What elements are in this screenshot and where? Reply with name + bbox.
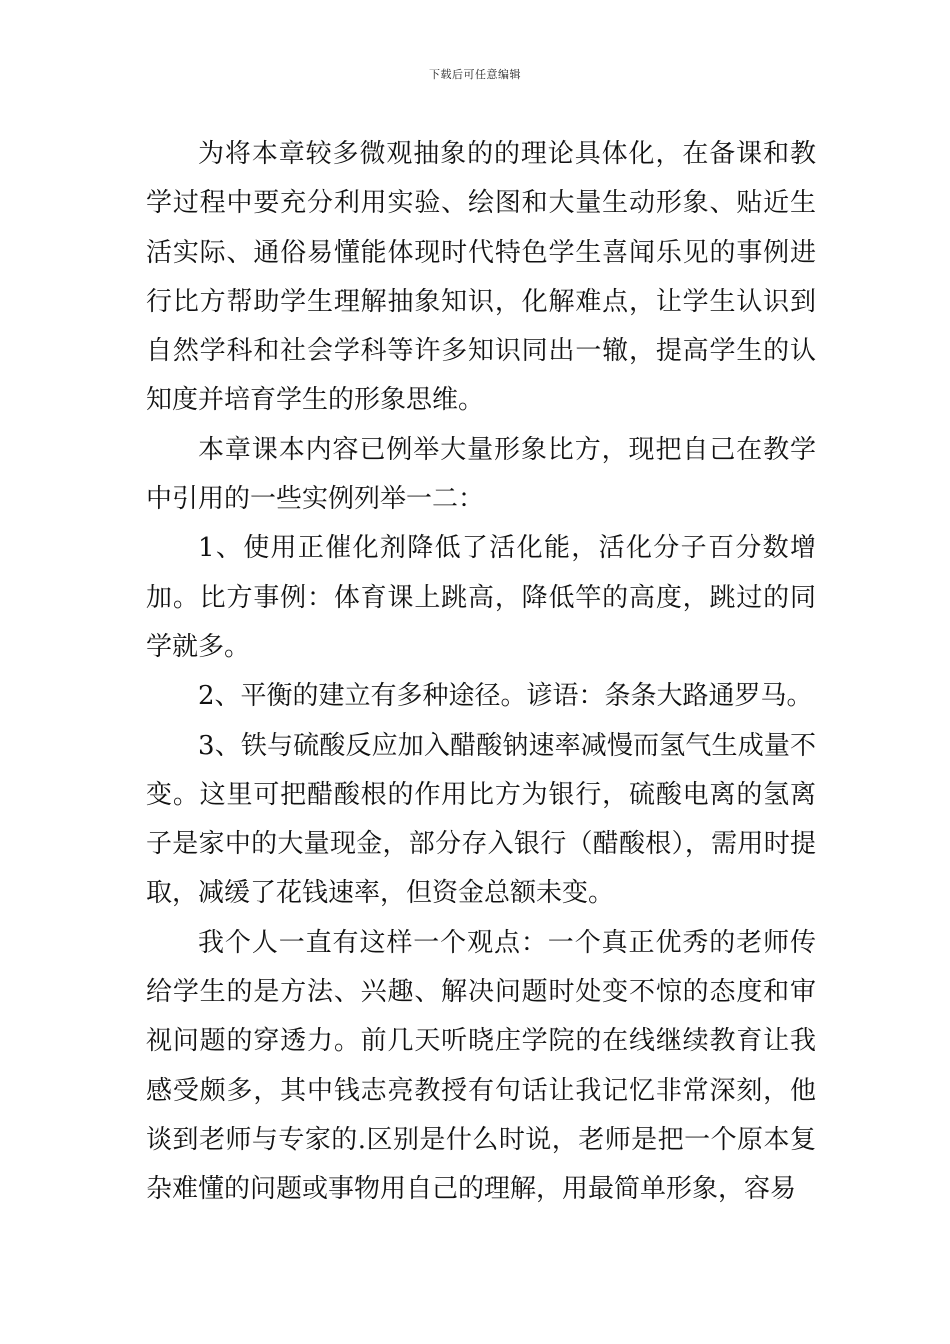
paragraph-opinion: 我个人一直有这样一个观点：一个真正优秀的老师传给学生的是方法、兴趣、解决问题时处变不惊的态度和审视问题的穿透力。前几天听晓庄学院的在线继续教育让我感受颇多，其中钱志亮教授有句话让我记忆非常深刻，他谈到老师与专家的.区别是什么时说，老师是把一个原本复杂难懂的问题或事物用自己的理解，用最简单形象，容易 xyxy=(146,927,816,1205)
document-body xyxy=(146,130,816,1215)
page-header: 下载后可任意编辑 xyxy=(429,68,521,81)
paragraph-example-3: 3、铁与硫酸反应加入醋酸钠速率减慢而氢气生成量不变。这里可把醋酸根的作用比方为银行，硫酸电离的氢离子是家中的大量现金，部分存入银行（醋酸根），需用时提取，减缓了花钱速率，但资金总额未变。 xyxy=(146,730,816,909)
paragraph-example-1: 1、使用正催化剂降低了活化能，活化分子百分数增加。比方事例：体育课上跳高，降低竿的高度，跳过的同学就多。 xyxy=(146,533,816,662)
paragraph-intro: 为将本章较多微观抽象的的理论具体化，在备课和教学过程中要充分利用实验、绘图和大量生动形象、贴近生活实际、通俗易懂能体现时代特色学生喜闻乐见的事例进行比方帮助学生理解抽象知识，化解难点，让学生认识到自然学科和社会学科等许多知识同出一辙，提高学生的认知度并培育学生的形象思维。 xyxy=(146,139,816,416)
paragraph-examples-intro: 本章课本内容已例举大量形象比方，现把自己在教学中引用的一些实例列举一二： xyxy=(146,434,816,515)
paragraph-example-2: 2、平衡的建立有多种途径。谚语：条条大路通罗马。 xyxy=(198,681,813,712)
